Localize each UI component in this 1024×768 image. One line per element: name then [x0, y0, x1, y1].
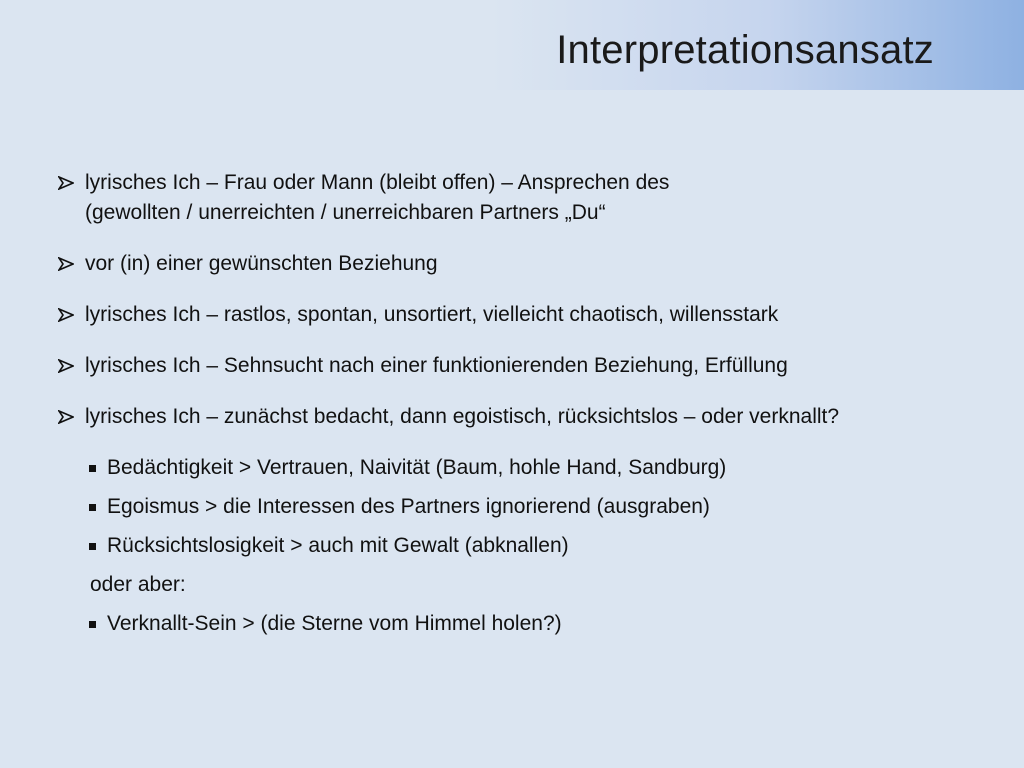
bullet-text: lyrisches Ich – rastlos, spontan, unsortiert, vielleicht chaotisch, willensstark	[85, 303, 779, 326]
slide-title: Interpretationsansatz	[556, 28, 934, 72]
sub-bullet-item	[88, 492, 978, 522]
arrow-bullet-icon	[58, 257, 74, 271]
arrow-bullet-icon	[58, 359, 74, 373]
square-bullet-icon	[89, 621, 96, 628]
sub-bullet-text: Bedächtigkeit > Vertrauen, Naivität (Baum, hohle Hand, Sandburg)	[107, 456, 727, 479]
bullet-item	[58, 300, 978, 330]
square-bullet-icon	[89, 465, 96, 472]
bullet-item	[58, 168, 978, 228]
sub-bullet-item	[88, 453, 978, 483]
bullet-text: lyrisches Ich – zunächst bedacht, dann egoistisch, rücksichtslos – oder verknallt?	[85, 405, 840, 428]
sub-bullet-list	[58, 453, 978, 639]
interjection-text: oder aber:	[90, 573, 186, 596]
sub-bullet-item	[88, 531, 978, 561]
bullet-item	[58, 402, 978, 432]
sub-bullet-text: Egoismus > die Interessen des Partners ignorierend (ausgraben)	[107, 495, 710, 518]
sub-bullet-item	[88, 609, 978, 639]
square-bullet-icon	[89, 543, 96, 550]
slide-content	[58, 168, 978, 648]
bullet-text: lyrisches Ich – Frau oder Mann (bleibt offen) – Ansprechen des	[85, 171, 670, 194]
sub-bullet-text: Verknallt-Sein > (die Sterne vom Himmel holen?)	[107, 612, 562, 635]
square-bullet-icon	[89, 504, 96, 511]
sub-bullet-text: Rücksichtslosigkeit > auch mit Gewalt (abknallen)	[107, 534, 569, 557]
bullet-text: (gewollten / unerreichten / unerreichbaren Partners „Du“	[85, 201, 606, 224]
arrow-bullet-icon	[58, 410, 74, 424]
arrow-bullet-icon	[58, 308, 74, 322]
bullet-text: lyrisches Ich – Sehnsucht nach einer funktionierenden Beziehung, Erfüllung	[85, 354, 788, 377]
bullet-item	[58, 249, 978, 279]
arrow-bullet-icon	[58, 176, 74, 190]
bullet-item	[58, 351, 978, 381]
bullet-text: vor (in) einer gewünschten Beziehung	[85, 252, 438, 275]
